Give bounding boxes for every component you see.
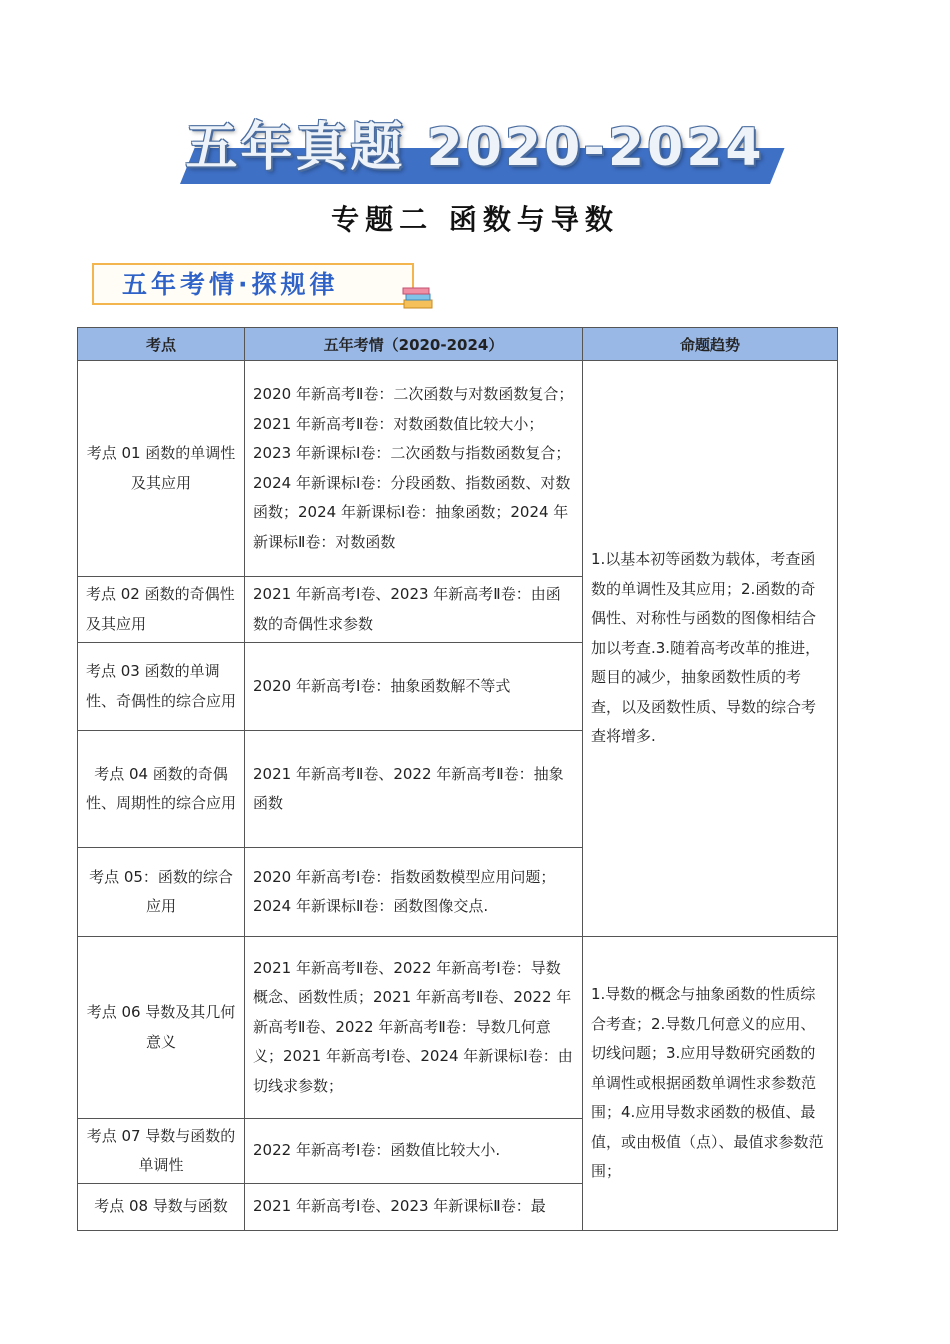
- kaodian-cell: 考点 05：函数的综合应用: [78, 848, 245, 937]
- kaoqing-cell: 2022 年新高考Ⅰ卷：函数值比较大小.: [245, 1119, 583, 1184]
- table-row: [78, 937, 838, 1119]
- kaoqing-cell: 2021 年新高考Ⅱ卷、2022 年新高考Ⅱ卷：抽象函数: [245, 731, 583, 848]
- table-header-row: [78, 328, 838, 361]
- section-label: [92, 263, 414, 305]
- banner-title: 五年真题 2020-2024: [185, 118, 765, 178]
- exam-analysis-table: [77, 327, 838, 1231]
- books-icon: [400, 286, 436, 310]
- trend-cell: 1.以基本初等函数为载体，考查函数的单调性及其应用；2.函数的奇偶性、对称性与函数的图像相结合加以考查.3.随着高考改革的推进，题目的减少，抽象函数性质的考查，以及函数性质、导数的综合考查将增多.: [583, 361, 838, 937]
- kaodian-cell: 考点 01 函数的单调性及其应用: [78, 361, 245, 577]
- header-trend: 命题趋势: [583, 328, 838, 361]
- kaodian-cell: 考点 08 导数与函数: [78, 1184, 245, 1231]
- table-row: [78, 361, 838, 577]
- section-label-text: 五年考情·探规律: [122, 270, 339, 299]
- header-kaodian: 考点: [78, 328, 245, 361]
- kaodian-cell: 考点 04 函数的奇偶性、周期性的综合应用: [78, 731, 245, 848]
- page-subtitle: 专题二 函数与导数: [331, 203, 619, 236]
- banner: [180, 118, 770, 184]
- kaoqing-cell: 2020 年新高考Ⅱ卷：二次函数与对数函数复合；2021 年新高考Ⅱ卷：对数函数值比较大小；2023 年新课标Ⅰ卷：二次函数与指数函数复合；2024 年新课标Ⅰ卷：分段函数、指数函数、对数函数；2024 年新课标Ⅰ卷：抽象函数；2024 年新课标Ⅱ卷：对数函数: [245, 361, 583, 577]
- kaodian-cell: 考点 06 导数及其几何意义: [78, 937, 245, 1119]
- kaoqing-cell: 2020 年新高考Ⅰ卷：抽象函数解不等式: [245, 643, 583, 731]
- kaoqing-cell: 2020 年新高考Ⅰ卷：指数函数模型应用问题；2024 年新课标Ⅱ卷：函数图像交点.: [245, 848, 583, 937]
- kaodian-cell: 考点 02 函数的奇偶性及其应用: [78, 577, 245, 643]
- trend-cell: 1.导数的概念与抽象函数的性质综合考查；2.导数几何意义的应用、切线问题；3.应用导数研究函数的单调性或根据函数单调性求参数范围；4.应用导数求函数的极值、最值，或由极值（点）、最值求参数范围；: [583, 937, 838, 1231]
- kaoqing-cell: 2021 年新高考Ⅰ卷、2023 年新高考Ⅱ卷：由函数的奇偶性求参数: [245, 577, 583, 643]
- kaodian-cell: 考点 07 导数与函数的单调性: [78, 1119, 245, 1184]
- kaodian-cell: 考点 03 函数的单调性、奇偶性的综合应用: [78, 643, 245, 731]
- header-kaoqing: 五年考情（2020-2024）: [245, 328, 583, 361]
- kaoqing-cell: 2021 年新高考Ⅱ卷、2022 年新高考Ⅰ卷：导数概念、函数性质；2021 年新高考Ⅱ卷、2022 年新高考Ⅱ卷、2022 年新高考Ⅱ卷：导数几何意义；2021 年新高考Ⅰ卷、2024 年新课标Ⅰ卷：由切线求参数；: [245, 937, 583, 1119]
- kaoqing-cell: 2021 年新高考Ⅰ卷、2023 年新课标Ⅱ卷：最: [245, 1184, 583, 1231]
